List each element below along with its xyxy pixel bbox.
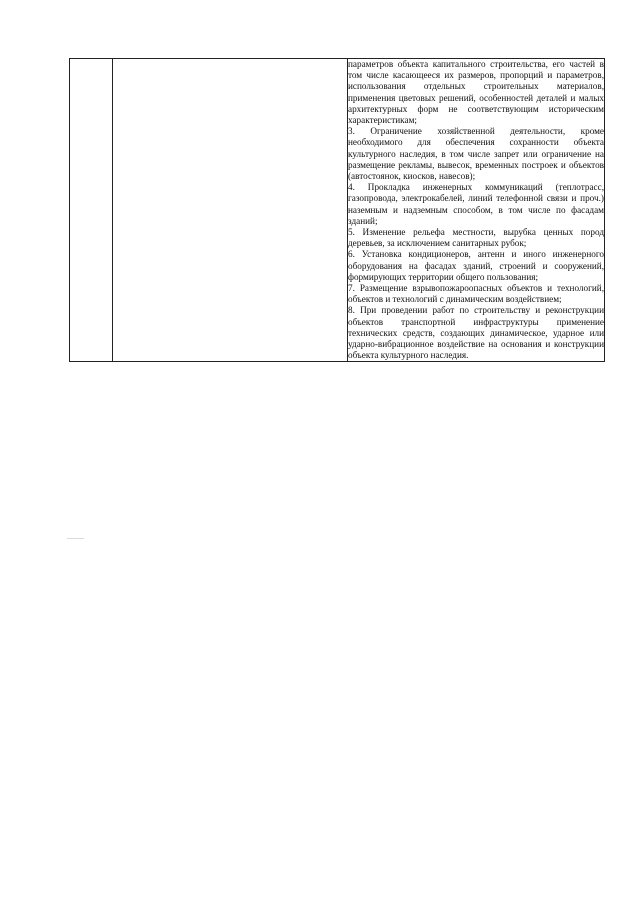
footnote-mark: ────────: [67, 536, 85, 540]
restriction-paragraph: 6. Установка кондиционеров, антенн и иного инженерного оборудования на фасадах зданий, строений и сооружений, формирующих территории общего пользования;: [348, 249, 604, 282]
restriction-paragraph: параметров объекта капитального строительства, его частей в том числе касающееся их размеров, пропорций и параметров, использования отдельных строительных материалов, применения цветовых решений, особенностей деталей и малых архитектурных форм не соответствующим историческим характеристикам;: [348, 59, 604, 126]
restrictions-text-cell: [348, 59, 605, 362]
row-number-cell: [70, 59, 113, 362]
object-name-cell: [113, 59, 348, 362]
restriction-paragraph: 5. Изменение рельефа местности, вырубка ценных пород деревьев, за исключением санитарных рубок;: [348, 227, 604, 249]
restriction-paragraph: 3. Ограничение хозяйственной деятельности, кроме необходимого для обеспечения сохранности объекта культурного наследия, в том числе запрет или ограничение на размещение рекламы, вывесок, временных построек и объектов (автостоянок, киосков, навесов);: [348, 126, 604, 182]
restriction-paragraph: 4. Прокладка инженерных коммуникаций (теплотрасс, газопровода, электрокабелей, линий телефонной связи и проч.) наземным и надземным способом, в том числе по фасадам зданий;: [348, 182, 604, 226]
restrictions-table: [69, 58, 605, 362]
restriction-paragraph: 8. При проведении работ по строительству и реконструкции объектов транспортной инфраструктуры применение технических средств, создающих динамическое, ударное или ударно-вибрационное воздействие на основания и конструкции объекта культурного наследия.: [348, 305, 604, 361]
restriction-paragraph: 7. Размещение взрывопожароопасных объектов и технологий, объектов и технологий с динамическим воздействием;: [348, 283, 604, 305]
table-row: [70, 59, 605, 362]
